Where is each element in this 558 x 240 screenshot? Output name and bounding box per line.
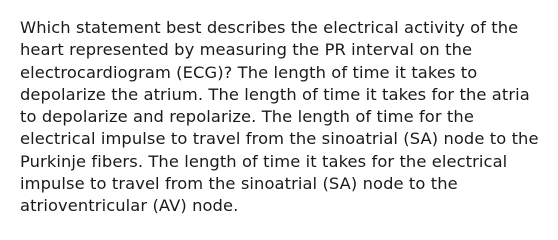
question-text: Which statement best describes the electrical activity of the heart represented by measuring the PR interval on the electrocardiogram (ECG)? The length of time it takes to depolarize the atrium. The length of time it takes for the atria to depolarize and repolarize. The length of time for the electrical impulse to travel from the sinoatrial (SA) node to the Purkinje fibers. The length of time it takes for the electrical impulse to travel from the sinoatrial (SA) node to the atrioventricular (AV) node.: [20, 18, 539, 216]
